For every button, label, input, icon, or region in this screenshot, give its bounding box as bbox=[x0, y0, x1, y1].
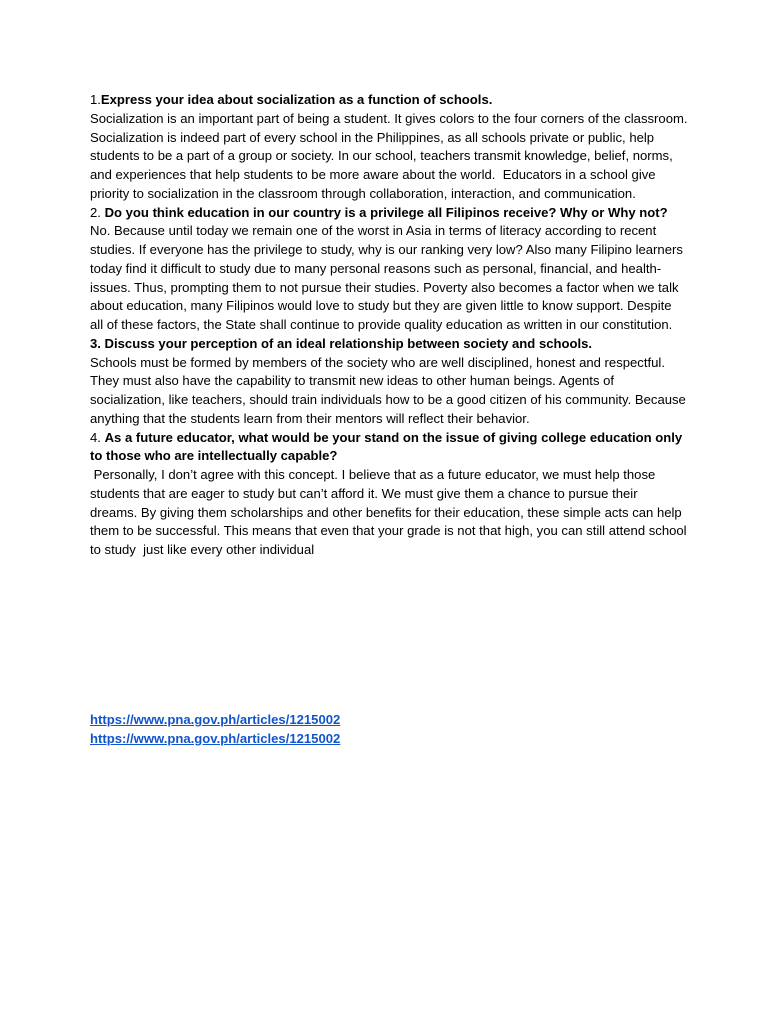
answer-1: Socialization is an important part of being a student. It gives colors to the four corners of the classroom. Socialization is indeed part of every school in the Philippines, as all schools private or public, help students to be a part of a group or society. In our school, teachers transmit knowledge, belief, norms, and experiences that help students to be more aware about the world. Educators in a school give priority to socialization in the classroom through collaboration, interaction, and communication. bbox=[90, 110, 695, 201]
question-2-text: Do you think education in our country is a privilege all Filipinos receive? Why or Why not? bbox=[104, 204, 668, 220]
question-4-text: As a future educator, what would be your stand on the issue of giving college education only to those who are intellectually capable? bbox=[90, 429, 686, 464]
reference-link-1[interactable]: https://www.pna.gov.ph/articles/1215002 bbox=[90, 712, 341, 727]
question-1-number: 1. bbox=[90, 92, 101, 107]
question-3-text: 3. Discuss your perception of an ideal relationship between society and schools. bbox=[90, 335, 593, 351]
question-2-heading bbox=[90, 204, 688, 223]
document-body bbox=[90, 91, 695, 560]
question-4-number: 4. bbox=[90, 429, 105, 445]
question-1-text: Express your idea about socialization as a function of schools. bbox=[100, 92, 493, 107]
answer-4: Personally, I don’t agree with this concept. I believe that as a future educator, we must help those students that are eager to study but can’t afford it. We must give them a chance to pursue their dreams. By giving them scholarships and other benefits for their education, these simple acts can help them to be successful. This means that even that your grade is not that high, you can still attend school to study just like every other individual bbox=[90, 467, 691, 557]
question-2-number: 2. bbox=[90, 204, 105, 220]
question-4-heading bbox=[90, 429, 688, 467]
reference-link-2[interactable]: https://www.pna.gov.ph/articles/1215002 bbox=[90, 730, 341, 746]
answer-3: Schools must be formed by members of the society who are well disciplined, honest and respectful. They must also have the capability to transmit new ideas to other human beings. Agents of socialization, like teachers, should train individuals how to be a good citizen of his community. Because anything that the students learn from their mentors will reflect their behavior. bbox=[90, 354, 690, 426]
question-3-heading bbox=[90, 335, 688, 354]
question-1-heading bbox=[90, 91, 688, 110]
answer-2: No. Because until today we remain one of the worst in Asia in terms of literacy according to recent studies. If everyone has the privilege to study, why is our ranking very low? Also many Filipino learners today find it difficult to study due to many personal reasons such as personal, financial, and health- issues. Thus, prompting them to not pursue their studies. Poverty also becomes a factor when we talk about education, many Filipinos would love to study but they are given little to know support. Despite all of these factors, the State shall continue to provide quality education as written in our constitution. bbox=[90, 223, 691, 332]
reference-links bbox=[90, 711, 340, 749]
